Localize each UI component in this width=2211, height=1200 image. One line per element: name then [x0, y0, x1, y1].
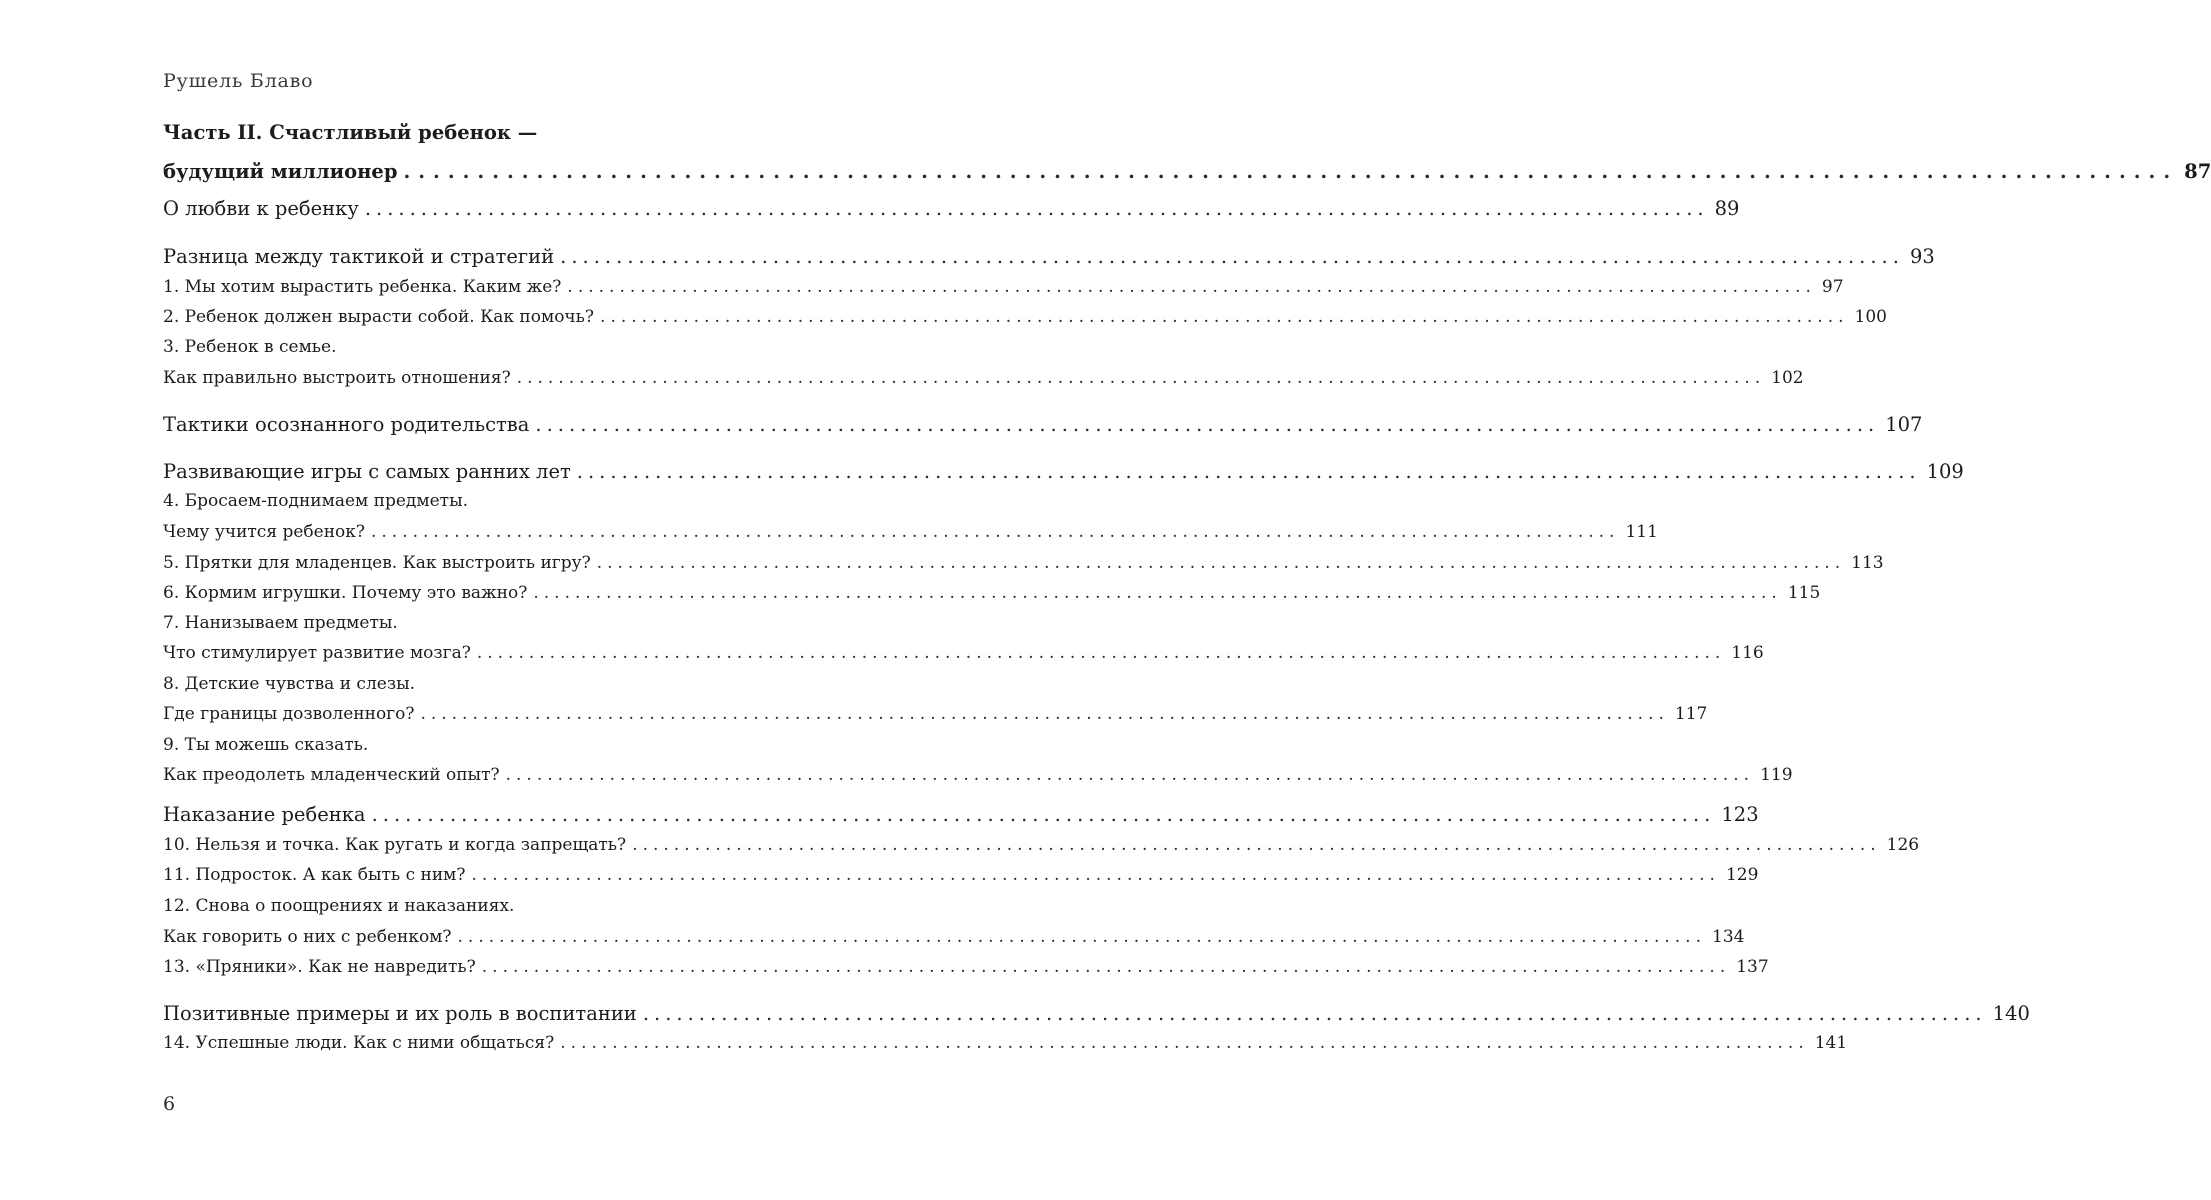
- toc-page: 137: [1736, 957, 1769, 977]
- toc-chapter: [163, 583, 1821, 603]
- toc-chapter: [163, 553, 1884, 573]
- toc-chapter: [163, 835, 1920, 855]
- toc-page: 93: [1909, 245, 1935, 268]
- toc-page: 100: [1854, 307, 1887, 327]
- toc-title: Как правильно выстроить отношения?: [163, 368, 511, 388]
- toc-section: [163, 1002, 2030, 1025]
- toc-title: Где границы дозволенного?: [163, 704, 415, 724]
- toc-title: 3. Ребенок в семье.: [163, 337, 337, 357]
- toc-chapter-cont: [163, 704, 1708, 724]
- toc-title: 10. Нельзя и точка. Как ругать и когда запрещать?: [163, 835, 627, 855]
- toc-leader: ........................................................................................................................: [567, 277, 1816, 297]
- toc-title: Разница между тактикой и стратегий: [163, 245, 555, 268]
- toc-page: 126: [1886, 835, 1920, 855]
- toc-title: 2. Ребенок должен вырасти собой. Как помочь?: [163, 307, 595, 327]
- toc-page: 119: [1760, 765, 1793, 785]
- toc-page: 89: [1714, 197, 1740, 220]
- toc-section: [163, 245, 1935, 268]
- toc-chapter-cont: [163, 368, 1804, 388]
- toc-chapter: [163, 337, 743, 357]
- toc-part-heading: [163, 121, 743, 144]
- toc-page: 116: [1731, 643, 1764, 663]
- toc-page: 123: [1721, 803, 1759, 826]
- toc-page: 97: [1821, 277, 1844, 297]
- toc-title: Наказание ребенка: [163, 803, 366, 826]
- toc-title: 6. Кормим игрушки. Почему это важно?: [163, 583, 528, 603]
- toc-chapter-cont: [163, 643, 1764, 663]
- toc-page: 115: [1787, 583, 1821, 603]
- toc-chapter: [163, 1033, 1848, 1053]
- toc-page: 113: [1851, 553, 1884, 573]
- toc-chapter: [163, 613, 743, 633]
- toc-chapter: [163, 491, 743, 511]
- toc-leader: ........................................................................................................................: [560, 245, 1904, 268]
- toc-leader: ........................................................................................................................: [505, 765, 1755, 785]
- toc-page: 129: [1725, 865, 1759, 885]
- toc-part-heading-cont: [163, 160, 2211, 183]
- toc-leader: ........................................................................................................................: [457, 927, 1706, 947]
- toc-page: 102: [1771, 368, 1804, 388]
- toc-title: Развивающие игры с самых ранних лет: [163, 460, 571, 483]
- toc-chapter-cont: [163, 765, 1793, 785]
- toc-title: О любви к ребенку: [163, 197, 359, 220]
- toc-page: 111: [1625, 522, 1658, 542]
- toc-leader: ........................................................................................................................: [596, 553, 1846, 573]
- toc-title: 12. Снова о поощрениях и наказаниях.: [163, 896, 515, 916]
- toc-chapter: [163, 307, 1887, 327]
- toc-page: 107: [1885, 413, 1923, 436]
- toc-chapter: [163, 277, 1844, 297]
- toc-section: [163, 197, 1740, 220]
- toc-title: 9. Ты можешь сказать.: [163, 735, 369, 755]
- toc-title: 11. Подросток. А как быть с ним?: [163, 865, 466, 885]
- running-header-author: Рушель Блаво: [163, 70, 314, 92]
- toc-page: 117: [1674, 704, 1708, 724]
- toc-chapter: [163, 957, 1769, 977]
- toc-chapter: [163, 735, 743, 755]
- toc-leader: ........................................................................................................................: [516, 368, 1766, 388]
- toc-chapter: [163, 865, 1759, 885]
- toc-leader: ........................................................................................................................: [476, 643, 1726, 663]
- toc-page: 141: [1814, 1033, 1848, 1053]
- toc-section: [163, 460, 1964, 483]
- toc-section: [163, 413, 1923, 436]
- toc-leader: ........................................................................................................................: [632, 835, 1881, 855]
- toc-leader: ........................................................................................................................: [371, 522, 1620, 542]
- toc-title: Что стимулирует развитие мозга?: [163, 643, 471, 663]
- toc-leader: ........................................................................................................................: [371, 803, 1716, 826]
- toc-title: Чему учится ребенок?: [163, 522, 365, 542]
- toc-leader: ........................................................................................................................: [420, 704, 1669, 724]
- toc-leader: ........................................................................................................................: [576, 460, 1921, 483]
- toc-leader: ........................................................................................................................: [471, 865, 1720, 885]
- toc-title: 1. Мы хотим вырастить ребенка. Каким же?: [163, 277, 562, 297]
- toc-title: 13. «Пряники». Как не навредить?: [163, 957, 476, 977]
- toc-chapter: [163, 896, 743, 916]
- toc-leader: ........................................................................................................................: [403, 160, 2179, 183]
- toc-title: Как говорить о них с ребенком?: [163, 927, 452, 947]
- toc-title: 4. Бросаем-поднимаем предметы.: [163, 491, 469, 511]
- toc-title: Тактики осознанного родительства: [163, 413, 530, 436]
- toc-section: [163, 803, 1759, 826]
- toc-leader: ........................................................................................................................: [560, 1033, 1809, 1053]
- toc-leader: ........................................................................................................................: [535, 413, 1880, 436]
- toc-leader: ........................................................................................................................: [600, 307, 1849, 327]
- toc-leader: ........................................................................................................................: [642, 1002, 1987, 1025]
- toc-title: 7. Нанизываем предметы.: [163, 613, 398, 633]
- toc-page: 140: [1992, 1002, 2030, 1025]
- toc-title: Как преодолеть младенческий опыт?: [163, 765, 500, 785]
- toc-title: 5. Прятки для младенцев. Как выстроить игру?: [163, 553, 591, 573]
- toc-title: 14. Успешные люди. Как с ними общаться?: [163, 1033, 555, 1053]
- toc-chapter-cont: [163, 927, 1745, 947]
- toc-title: Часть II. Счастливый ребенок —: [163, 121, 538, 144]
- toc-leader: ........................................................................................................................: [481, 957, 1731, 977]
- toc-title: будущий миллионер: [163, 160, 398, 183]
- toc-leader: ........................................................................................................................: [364, 197, 1709, 220]
- toc-chapter-cont: [163, 522, 1658, 542]
- toc-leader: ........................................................................................................................: [533, 583, 1782, 603]
- toc-page: 87: [2184, 160, 2211, 183]
- toc-page: 134: [1712, 927, 1745, 947]
- page-number: 6: [163, 1093, 176, 1115]
- toc-title: Позитивные примеры и их роль в воспитании: [163, 1002, 637, 1025]
- toc-chapter: [163, 674, 743, 694]
- toc-title: 8. Детские чувства и слезы.: [163, 674, 416, 694]
- toc-page: 109: [1926, 460, 1964, 483]
